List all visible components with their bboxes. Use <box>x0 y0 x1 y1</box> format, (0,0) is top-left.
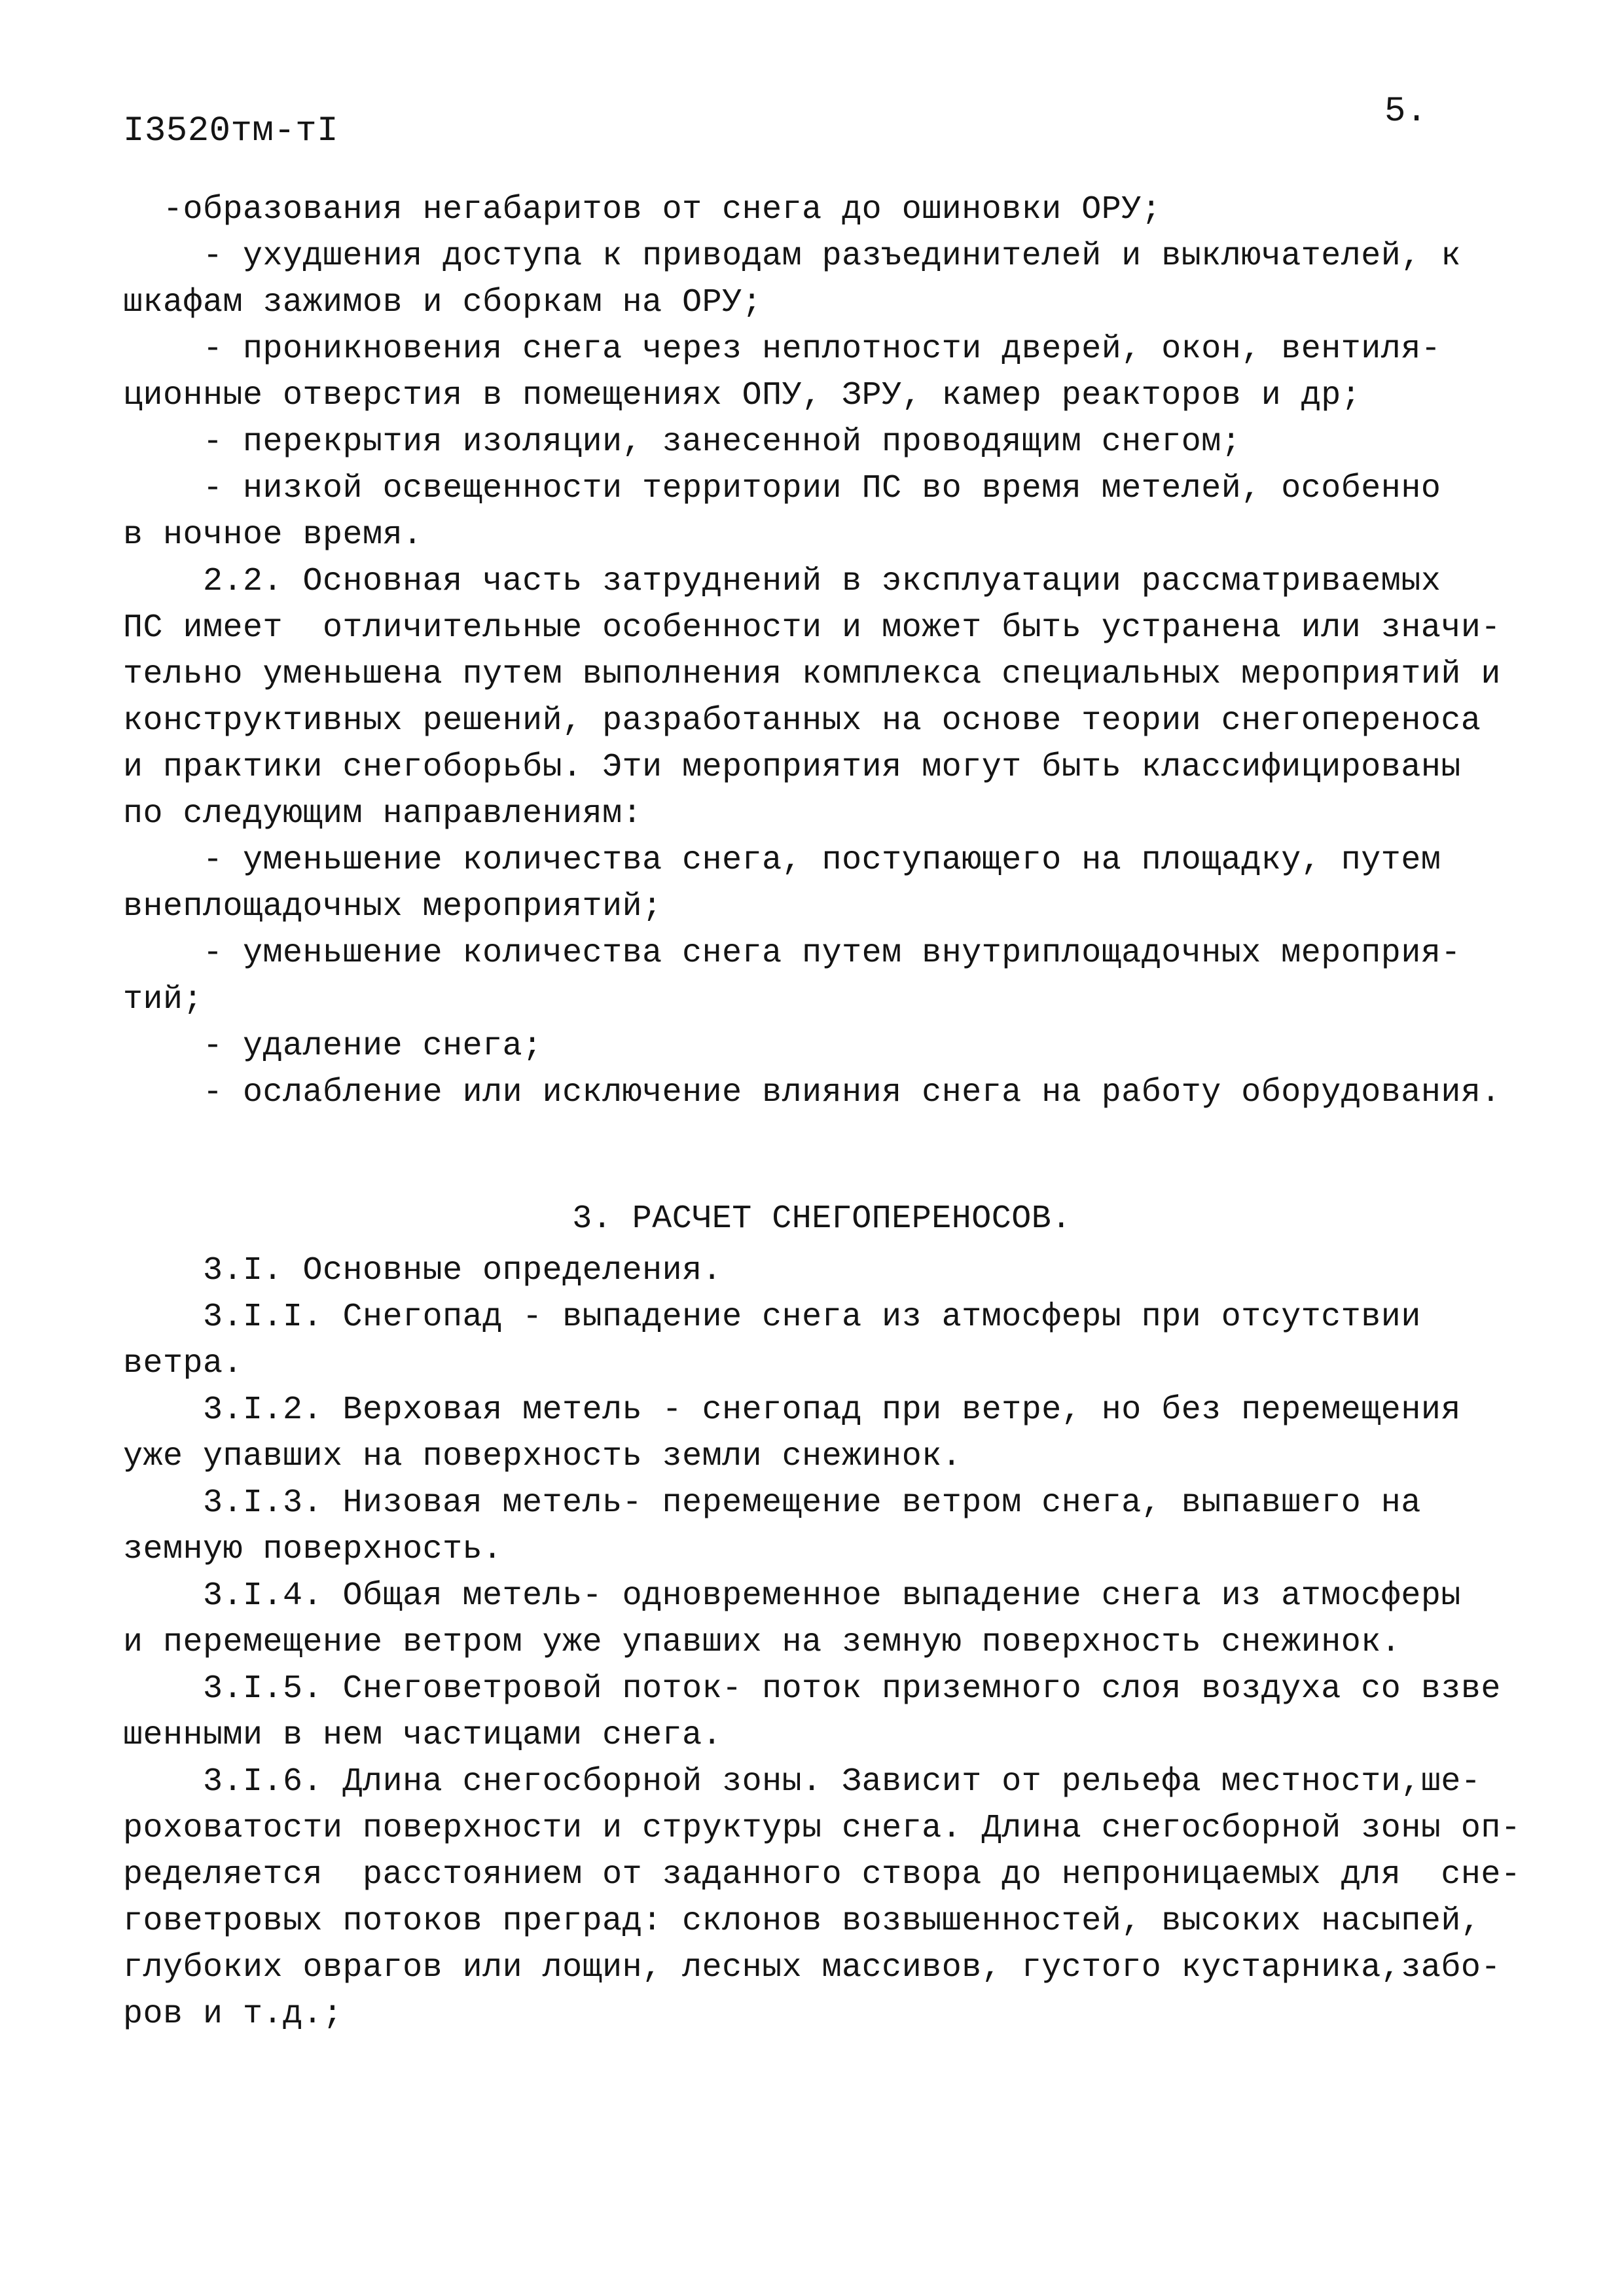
text-line: - ухудшения доступа к приводам разъединителей и выключателей, к <box>123 238 1461 275</box>
text-line: 3.I.I. Снегопад - выпадение снега из атмосферы при отсутствии <box>123 1299 1421 1336</box>
text-line: - перекрытия изоляции, занесенной проводящим снегом; <box>123 423 1242 461</box>
text-line: и перемещение ветром уже упавших на земную поверхность снежинок. <box>123 1624 1401 1661</box>
text-line: тий; <box>123 981 204 1018</box>
text-line: 3.I.2. Верховая метель - снегопад при ветре, но без перемещения <box>123 1391 1461 1429</box>
text-line: ров и т.д.; <box>123 1996 343 2033</box>
text-line: глубоких оврагов или лощин, лесных массивов, густого кустарника,забо- <box>123 1949 1501 1986</box>
text-line: - уменьшение количества снега путем внутриплощадочных мероприя- <box>123 935 1461 972</box>
text-line: - низкой освещенности территории ПС во время метелей, особенно <box>123 470 1441 507</box>
text-line: 2.2. Основная часть затруднений в эксплуатации рассматриваемых <box>123 563 1441 600</box>
text-line: внеплощадочных мероприятий; <box>123 888 662 925</box>
text-line: - уменьшение количества снега, поступающего на площадку, путем <box>123 842 1441 879</box>
body-text <box>123 187 1521 2037</box>
text-line: шенными в нем частицами снега. <box>123 1717 723 1754</box>
text-line: - ослабление или исключение влияния снега на работу оборудования. <box>123 1074 1501 1111</box>
text-line: шкафам зажимов и сборкам на ОРУ; <box>123 284 763 321</box>
text-line: в ночное время. <box>123 516 423 554</box>
document-code: I3520тм-тI <box>123 111 339 151</box>
text-line: - проникновения снега через неплотности дверей, окон, вентиля- <box>123 331 1441 368</box>
text-line: ветра. <box>123 1345 244 1382</box>
text-line: тельно уменьшена путем выполнения комплекса специальных мероприятий и <box>123 656 1501 693</box>
text-line: земную поверхность. <box>123 1531 503 1568</box>
text-line: роховатости поверхности и структуры снега. Длина снегосборной зоны оп- <box>123 1810 1521 1847</box>
text-line: уже упавших на поверхность земли снежинок. <box>123 1438 962 1475</box>
text-line: и практики снегоборьбы. Эти мероприятия могут быть классифицированы <box>123 749 1461 786</box>
text-line: - удаление снега; <box>123 1028 543 1065</box>
paragraph-gap <box>123 1116 1521 1191</box>
text-line: говетровых потоков преград: склонов возвышенностей, высоких насыпей, <box>123 1903 1481 1940</box>
text-line: -образования негабаритов от снега до ошиновки ОРУ; <box>123 191 1162 228</box>
text-line: ПС имеет отличительные особенности и может быть устранена или значи- <box>123 609 1501 647</box>
text-line: ределяется расстоянием от заданного створа до непроницаемых для сне- <box>123 1856 1521 1893</box>
section-heading: 3. РАСЧЕТ СНЕГОПЕРЕНОСОВ. <box>572 1200 1072 1238</box>
text-line: 3.I. Основные определения. <box>123 1252 723 1289</box>
text-line: 3.I.4. Общая метель- одновременное выпадение снега из атмосферы <box>123 1577 1461 1615</box>
text-line: по следующим направлениям: <box>123 795 643 833</box>
text-line: ционные отверстия в помещениях ОПУ, ЗРУ, камер реакторов и др; <box>123 377 1362 414</box>
text-line: конструктивных решений, разработанных на основе теории снегопереноса <box>123 702 1481 740</box>
text-line: 3.I.6. Длина снегосборной зоны. Зависит от рельефа местности,ше- <box>123 1763 1481 1801</box>
text-line: 3.I.5. Снеговетровой поток- поток приземного слоя воздуха со взве <box>123 1670 1501 1708</box>
page-number: 5. <box>1384 92 1428 132</box>
text-line: 3.I.3. Низовая метель- перемещение ветром снега, выпавшего на <box>123 1484 1421 1522</box>
